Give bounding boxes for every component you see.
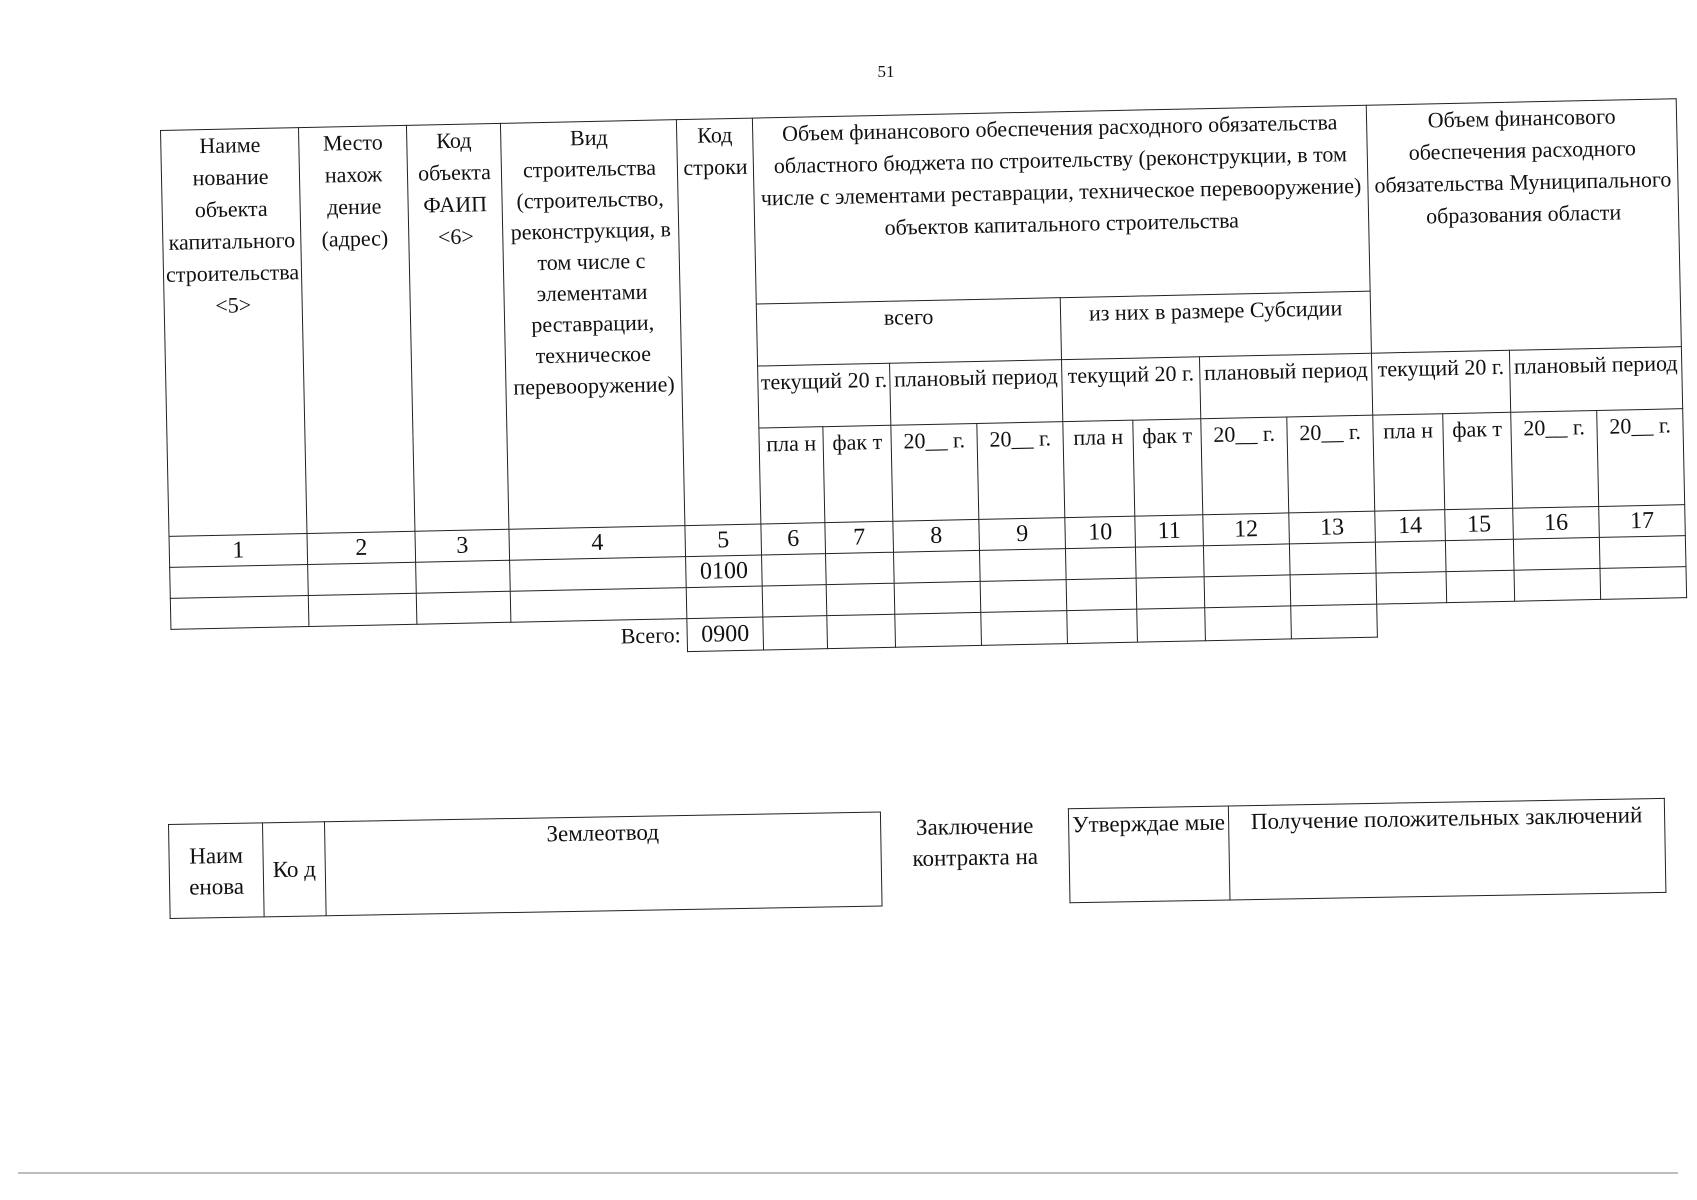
table-cell xyxy=(1376,572,1447,604)
column-number: 8 xyxy=(893,519,980,552)
table-cell xyxy=(1600,567,1687,600)
header-location: Место нахож дение (адрес) xyxy=(299,125,415,533)
header-contract: Заключение контракта на xyxy=(912,812,1039,871)
header-approved: Утверждае мые xyxy=(1068,806,1230,903)
table-cell xyxy=(1289,542,1376,575)
header-municipal-group: Объем финансового обеспечения расходного обязательства Муниципального образования области xyxy=(1366,99,1681,353)
table-cell xyxy=(980,580,1067,613)
table-cell xyxy=(1290,573,1377,606)
header-planned-period: плановый период xyxy=(890,360,1063,426)
column-number: 14 xyxy=(1375,510,1446,542)
table-cell xyxy=(1291,604,1378,638)
page-number: 51 xyxy=(877,62,895,81)
header-planned-period: плановый период xyxy=(1509,347,1682,413)
header-row-code: Код строки xyxy=(676,118,760,526)
column-number: 4 xyxy=(509,526,686,561)
header-current-year: текущий 20 г. xyxy=(1372,350,1511,415)
table-cell xyxy=(1203,544,1290,577)
total-label: Всего: xyxy=(620,622,682,649)
table-cell xyxy=(416,560,511,593)
table-cell xyxy=(894,550,981,583)
header-plan: пла н xyxy=(1373,414,1445,511)
table-cell xyxy=(686,586,763,619)
header-code-short: Ко д xyxy=(262,822,326,917)
table-cell xyxy=(1066,547,1137,579)
table-cell xyxy=(1066,578,1137,610)
column-number: 9 xyxy=(979,518,1066,551)
table-cell xyxy=(510,557,687,592)
header-year-blank: 20__ г. xyxy=(977,422,1065,520)
empty-space xyxy=(1447,601,1516,635)
table-cell xyxy=(308,562,417,595)
header-year-blank: 20__ г. xyxy=(891,423,979,521)
empty-space xyxy=(1515,599,1602,633)
table-cell xyxy=(416,591,511,624)
header-current-year: текущий 20 г. xyxy=(758,363,891,428)
column-number: 6 xyxy=(761,523,826,555)
main-form-table-wrapper xyxy=(160,98,1688,662)
row-code-cell: 0100 xyxy=(686,555,763,588)
second-form-table-wrapper xyxy=(168,798,1666,919)
column-number: 11 xyxy=(1135,515,1204,547)
table-cell xyxy=(1136,577,1205,609)
header-plan: пла н xyxy=(1063,420,1135,517)
table-cell xyxy=(1599,536,1686,569)
table-cell xyxy=(895,612,982,646)
footer-divider xyxy=(18,1172,1678,1174)
total-code-cell: 0900 xyxy=(687,617,764,651)
column-number: 7 xyxy=(825,521,894,553)
column-number: 1 xyxy=(169,534,308,568)
table-cell xyxy=(1445,539,1514,571)
header-fact: фак т xyxy=(1443,412,1513,509)
header-fact: фак т xyxy=(1133,419,1203,516)
header-year-blank: 20__ г. xyxy=(1597,409,1685,507)
land-allotment-table xyxy=(168,798,1666,919)
table-cell xyxy=(762,554,827,586)
table-cell xyxy=(1514,568,1601,601)
column-number: 12 xyxy=(1203,513,1290,546)
table-cell xyxy=(170,595,309,629)
column-number: 17 xyxy=(1599,505,1686,538)
header-name-short: Наим енова xyxy=(169,823,265,919)
header-object-name: Наиме нование объекта капитального строительства <5> xyxy=(161,128,308,537)
table-cell xyxy=(170,565,309,599)
table-cell xyxy=(1375,541,1446,573)
table-cell xyxy=(894,581,981,614)
column-number: 10 xyxy=(1065,516,1136,548)
header-year-blank: 20__ г. xyxy=(1201,417,1289,515)
column-number: 5 xyxy=(685,524,762,557)
table-cell xyxy=(826,583,895,615)
table-cell xyxy=(827,614,896,648)
column-number: 16 xyxy=(1513,506,1600,539)
header-year-blank: 20__ г. xyxy=(1287,415,1375,513)
table-cell xyxy=(1513,537,1600,570)
column-number: 3 xyxy=(415,529,510,562)
column-number: 2 xyxy=(307,531,416,564)
financing-table xyxy=(160,98,1688,662)
empty-space xyxy=(1377,603,1448,637)
table-cell xyxy=(980,549,1067,582)
table-cell xyxy=(762,585,827,617)
table-cell xyxy=(1446,570,1515,602)
header-total: всего xyxy=(756,298,1061,366)
table-cell xyxy=(308,593,417,626)
header-land-allotment: Землеотвод xyxy=(324,812,882,916)
header-year-blank: 20__ г. xyxy=(1511,410,1599,508)
table-cell xyxy=(510,588,687,623)
header-subsidy: из них в размере Субсидии xyxy=(1060,291,1371,359)
table-cell xyxy=(1205,606,1292,640)
header-faip-code: Код объекта ФАИП <6> xyxy=(407,123,509,531)
header-fact: фак т xyxy=(823,425,893,522)
header-planned-period: плановый период xyxy=(1200,353,1373,419)
table-cell xyxy=(1067,609,1138,643)
table-cell xyxy=(1204,575,1291,608)
header-plan: пла н xyxy=(759,427,825,524)
header-construction-type: Вид строительства (строительство, реконструкция, в том числе с элементами реставрации, техническое перевооружение) xyxy=(500,120,684,530)
table-cell xyxy=(826,552,895,584)
column-number: 13 xyxy=(1289,511,1376,544)
table-cell xyxy=(981,611,1068,645)
column-number: 15 xyxy=(1445,508,1514,540)
empty-space xyxy=(1601,598,1688,632)
header-positive-conclusions: Получение положительных заключений xyxy=(1228,798,1666,900)
header-regional-budget-group: Объем финансового обеспечения расходного обязательства областного бюджета по строительству (реконструкции, в том числе с элементами реставрации, техническое перевооружение) объектов капитального строительства xyxy=(752,105,1370,304)
table-cell xyxy=(1136,546,1205,578)
header-current-year: текущий 20 г. xyxy=(1062,357,1201,422)
table-cell xyxy=(1137,608,1206,642)
table-cell xyxy=(763,616,828,650)
